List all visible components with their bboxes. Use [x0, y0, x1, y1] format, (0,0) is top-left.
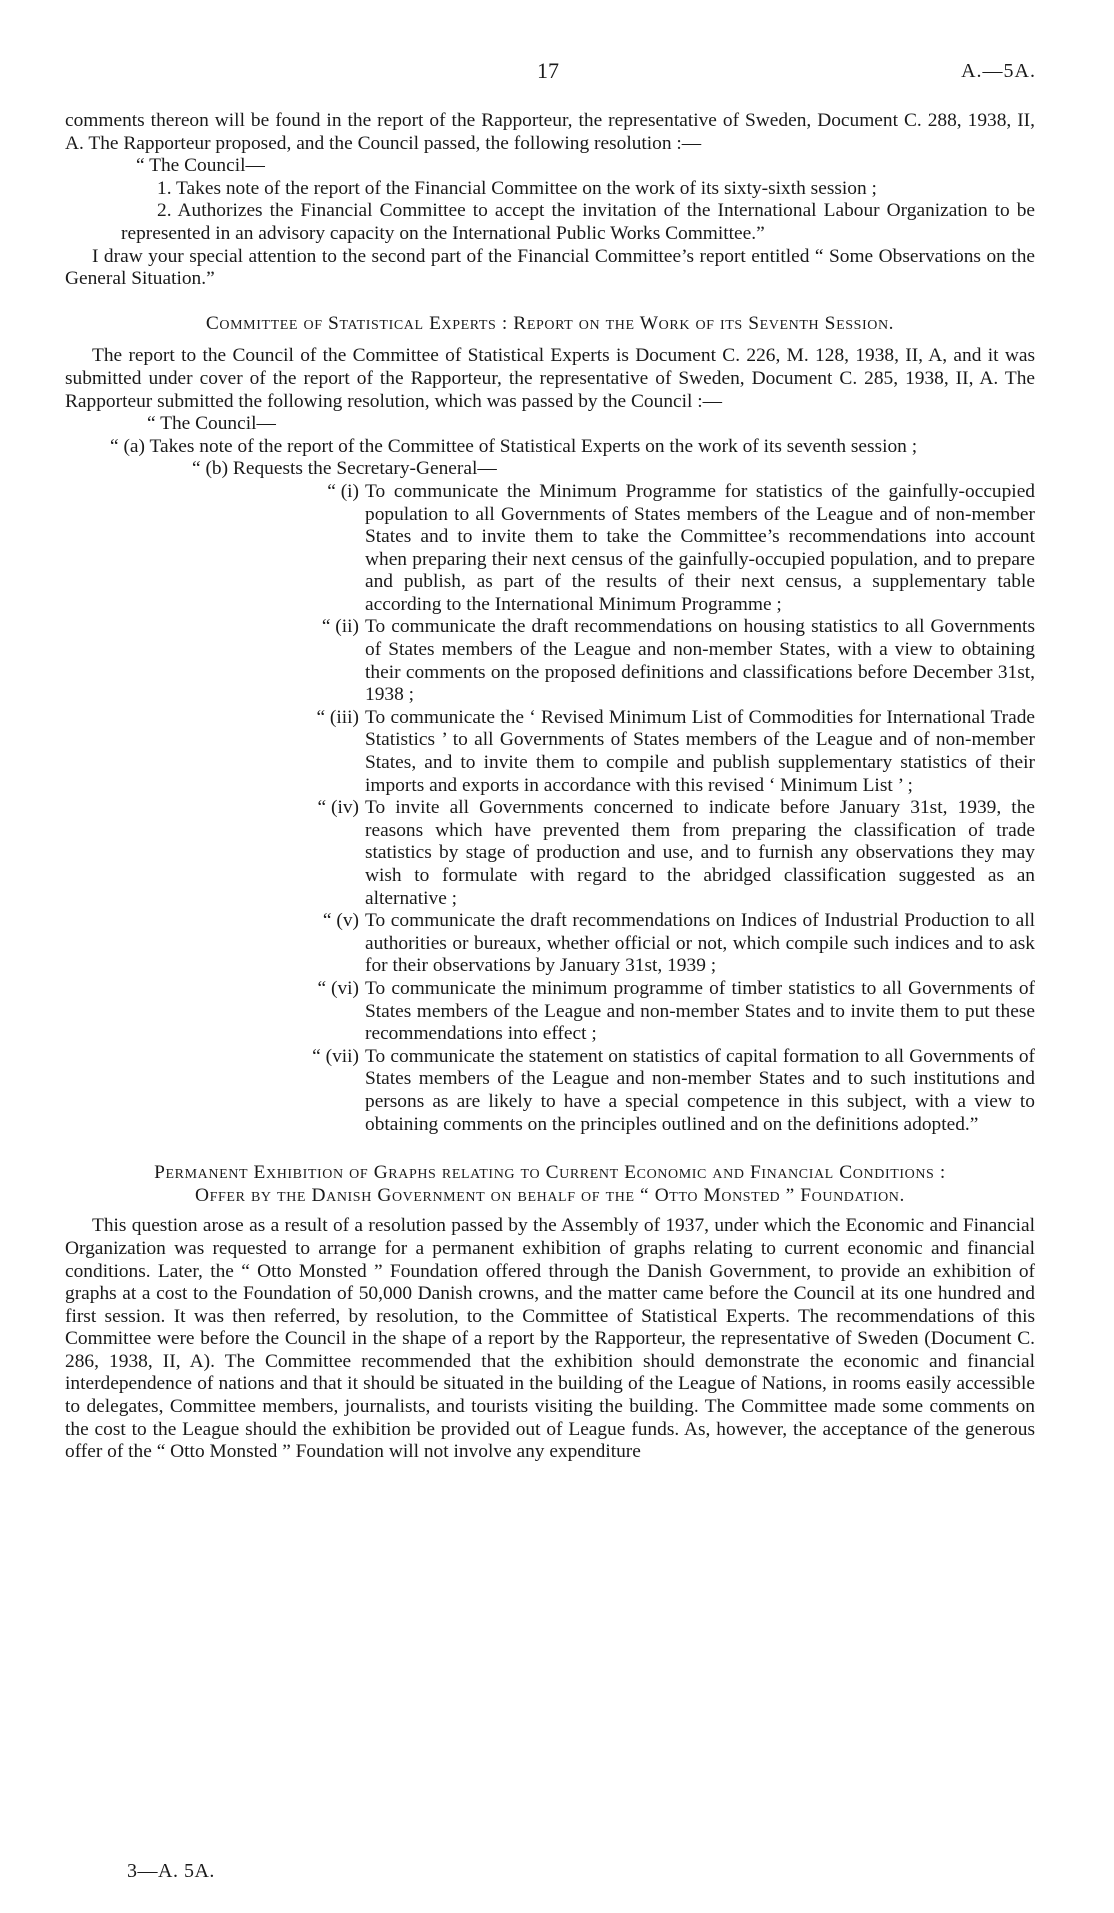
list-item-text: To communicate the draft recommendations on Indices of Industrial Production to all authorities or bureaux, whether official or not, which compile such indices and to ask for their observations by January 31st, 1939 ;	[365, 910, 1035, 977]
list-item-label: “ (iii)	[316, 706, 359, 728]
footer-signature: 3—A. 5A.	[127, 1860, 215, 1882]
page-header	[0, 58, 1114, 88]
section-heading: Committee of Statistical Experts : Report on the Work of its Seventh Session.	[205, 312, 895, 334]
document-reference: A.—5A.	[961, 60, 1036, 82]
list-item	[295, 1046, 1035, 1136]
resolution-opening: “ The Council—	[147, 413, 276, 435]
list-item-label: “ (vii)	[312, 1045, 359, 1067]
list-item-text: To communicate the draft recommendations on housing statistics to all Governments of States members of the League and non-member States, with a view to obtaining their comments on the proposed definitions and classifications before December 31st, 1938 ;	[365, 616, 1035, 706]
list-item	[295, 707, 1035, 797]
section-subheading: Offer by the Danish Government on behalf of the “ Otto Monsted ” Foundation.	[195, 1184, 905, 1206]
list-item	[295, 481, 1035, 617]
list-item	[295, 978, 1035, 1046]
resolution-opening: “ The Council—	[136, 155, 265, 177]
resolution-item	[0, 436, 1035, 459]
list-item-label: “ (v)	[322, 910, 359, 932]
list-item	[295, 910, 1035, 978]
list-item	[295, 616, 1035, 706]
list-item-label: “ (iv)	[317, 797, 359, 819]
paragraph: The report to the Council of the Committee of Statistical Experts is Document C. 226, M. 128, 1938, II, A, and it was submitted under cover of the report of the Rapporteur, the representative of Sweden, Document C. 285, 1938, II, A. The Rapporteur submitted the following resolution, which was passed by the Council :—	[65, 345, 1035, 412]
list-item-text: To invite all Governments concerned to indicate before January 31st, 1939, the reasons which have prevented them from preparing the classification of trade statistics by stage of production and use, and to furnish any observations they may wish to formulate with regard to the abridged classification suggested as an alternative ;	[365, 797, 1035, 909]
paragraph: I draw your special attention to the second part of the Financial Committee’s report entitled “ Some Observations on the General Situation.”	[65, 245, 1035, 290]
list-item-label: “ (i)	[327, 480, 359, 502]
list-item-text: To communicate the Minimum Programme for statistics of the gainfully-occupied population to all Governments of States members of the League and of non-member States and to invite them to take the Committee’s recommendations into account when preparing their next census of the gainfully-occupied population, and to prepare and publish, as part of the results of their next census, a supplementary table according to the International Minimum Programme ;	[365, 480, 1035, 615]
section-heading: Permanent Exhibition of Graphs relating to Current Economic and Financial Conditions :	[154, 1162, 946, 1184]
list-item-label: “ (vi)	[317, 977, 359, 999]
resolution-item: 1. Takes note of the report of the Financial Committee on the work of its sixty-sixth session ;	[157, 177, 877, 199]
list-item-text: To communicate the statement on statistics of capital formation to all Governments of States members of the League and non-member States and to such institutions and persons as are likely to have a special competence in this subject, with a view to obtaining comments on the principles outlined and on the definitions adopted.”	[365, 1045, 1035, 1135]
list-item-label: “ (ii)	[321, 616, 359, 638]
sub-item-list	[65, 481, 1035, 1136]
paragraph: comments thereon will be found in the report of the Rapporteur, the representative of Sweden, Document C. 288, 1938, II, A. The Rapporteur proposed, and the Council passed, the following resolution :—	[65, 110, 1035, 154]
resolution-item-text: “ (a) Takes note of the report of the Committee of Statistical Experts on the work of its seventh session ;	[110, 435, 918, 457]
document-body	[65, 110, 1035, 1464]
resolution-item: 2. Authorizes the Financial Committee to accept the invitation of the International Labour Organization to be represented in an advisory capacity on the International Public Works Committee.”	[121, 200, 1035, 244]
list-item	[295, 797, 1035, 910]
list-item-text: To communicate the ‘ Revised Minimum List of Commodities for International Trade Statistics ’ to all Governments of States members of the League and of non-member States, and to invite them to compile and publish supplementary statistics of their imports and exports in accordance with this revised ‘ Minimum List ’ ;	[365, 706, 1035, 796]
list-item-text: To communicate the minimum programme of timber statistics to all Governments of States members of the League and non-member States and to invite them to put these recommendations into effect ;	[365, 977, 1035, 1045]
paragraph: This question arose as a result of a resolution passed by the Assembly of 1937, under which the Economic and Financial Organization was requested to arrange for a permanent exhibition of graphs relating to current economic and financial conditions. Later, the “ Otto Monsted ” Foundation offered through the Danish Government, to provide an exhibition of graphs at a cost to the Foundation of 50,000 Danish crowns, and the matter came before the Council at its one hundred and first session. It was then referred, by resolution, to the Committee of Statistical Experts. The recommendations of this Committee were before the Council in the shape of a report by the Rapporteur, the representative of Sweden (Document C. 286, 1938, II, A). The Committee recommended that the exhibition should demonstrate the economic and financial interdependence of nations and that it should be situated in the building of the League of Nations, in rooms easily accessible to delegates, Committee members, journalists, and tourists visiting the building. The Committee made some comments on the cost to the League should the exhibition be provided out of League funds. As, however, the acceptance of the generous offer of the “ Otto Monsted ” Foundation will not involve any expenditure	[65, 1215, 1035, 1463]
page-number: 17	[537, 58, 559, 83]
resolution-item: “ (b) Requests the Secretary-General—	[192, 458, 497, 480]
